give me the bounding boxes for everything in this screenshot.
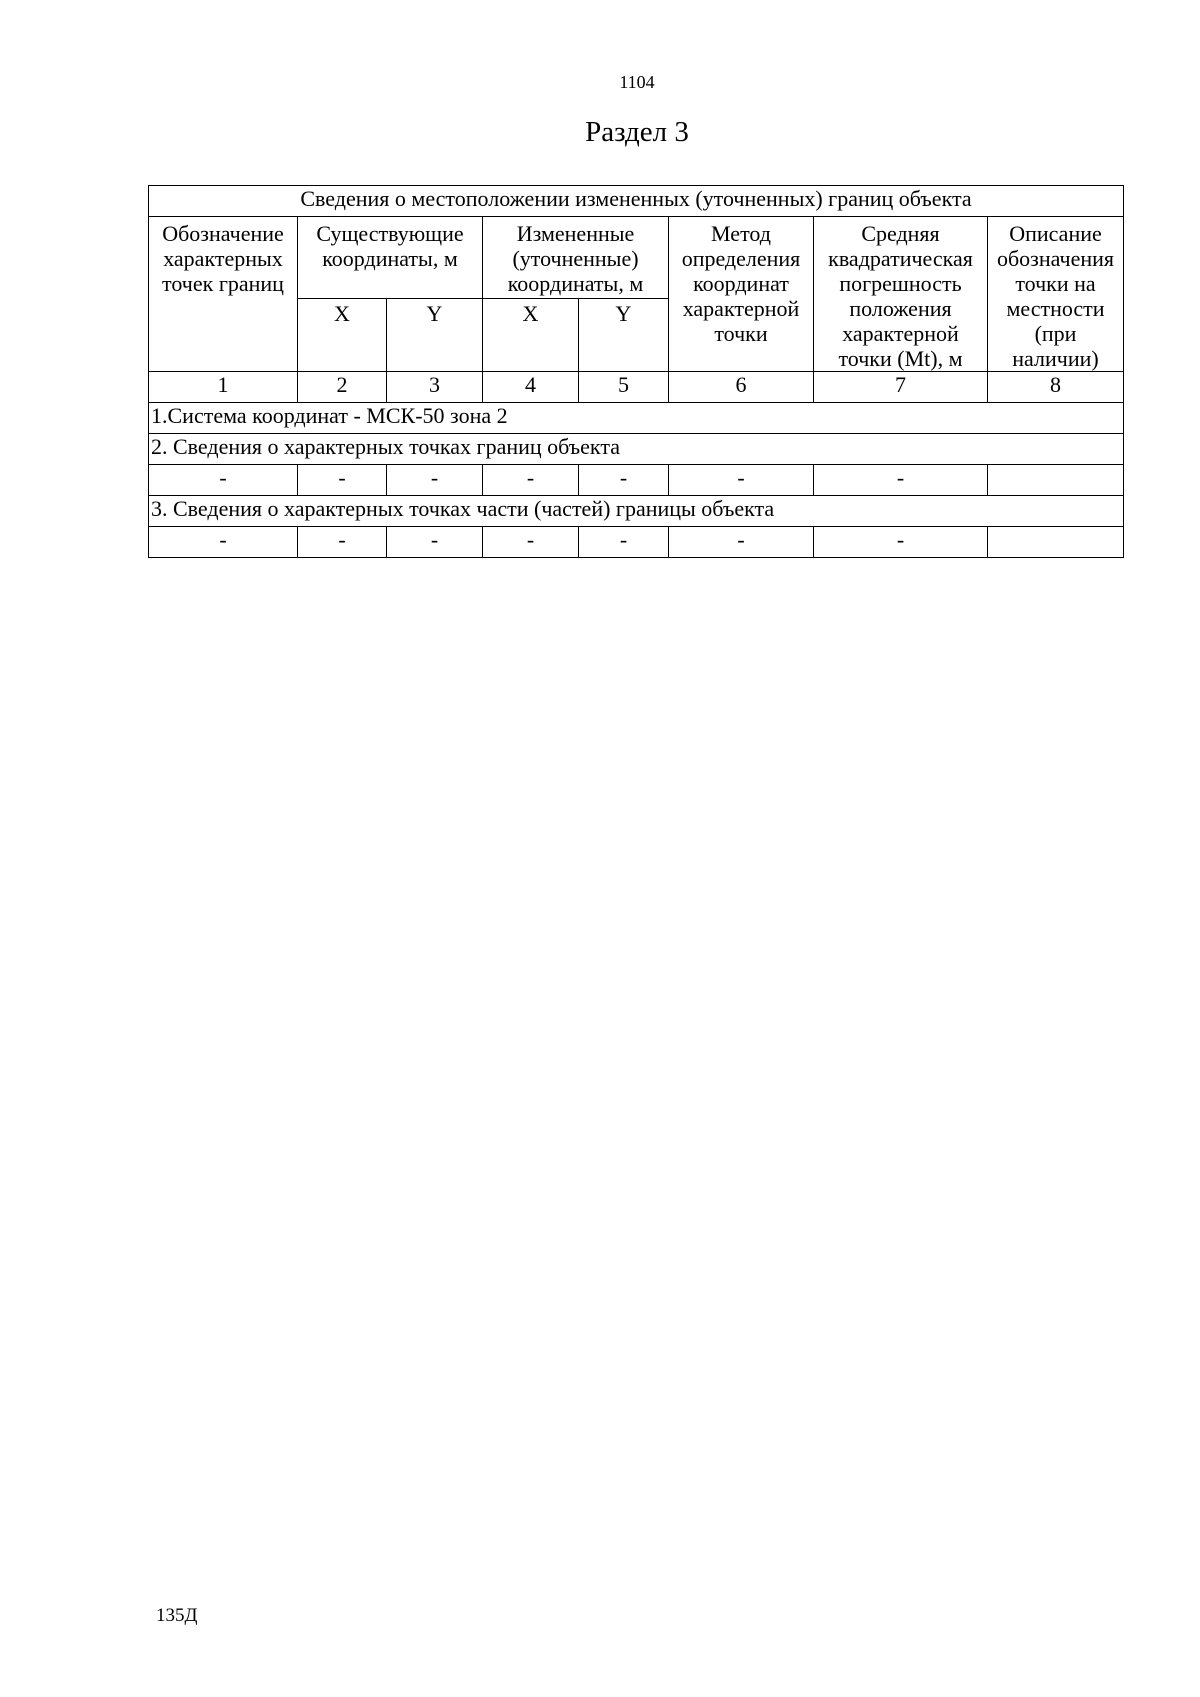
column-number: 7 xyxy=(814,372,988,403)
table-cell: - xyxy=(579,465,669,496)
table-cell: - xyxy=(483,465,579,496)
group-title-part-boundary-points: 3. Сведения о характерных точках части (частей) границы объекта xyxy=(149,496,1124,527)
footer-code: 135Д xyxy=(156,1605,198,1626)
table-cell: - xyxy=(579,527,669,558)
column-number: 2 xyxy=(298,372,387,403)
column-number: 1 xyxy=(149,372,298,403)
column-number: 8 xyxy=(988,372,1124,403)
header-changed-coordinates: Измененные (уточненные) координаты, м xyxy=(483,217,669,299)
header-existing-coordinates: Существующие координаты, м xyxy=(298,217,483,299)
table-cell xyxy=(988,527,1124,558)
header-changed-y: Y xyxy=(579,299,669,372)
page-number: 1104 xyxy=(619,72,655,92)
table-row xyxy=(149,527,1124,558)
header-mean-error: Средняя квадратическая погрешность положения характерной точки (Mt), м xyxy=(814,217,988,372)
header-point-designation: Обозначение характерных точек границ xyxy=(149,217,298,372)
header-method: Метод определения координат характерной точки xyxy=(669,217,814,372)
table-cell: - xyxy=(149,465,298,496)
section-title: Раздел 3 xyxy=(585,116,689,148)
column-number-row xyxy=(149,372,1124,403)
table-cell xyxy=(988,465,1124,496)
table-cell: - xyxy=(483,527,579,558)
column-number: 4 xyxy=(483,372,579,403)
column-number: 5 xyxy=(579,372,669,403)
table-caption: Сведения о местоположении измененных (уточненных) границ объекта xyxy=(149,186,1124,217)
table-cell: - xyxy=(387,527,483,558)
table-cell: - xyxy=(387,465,483,496)
header-description: Описание обозначения точки на местности (при наличии) xyxy=(988,217,1124,372)
header-existing-x: X xyxy=(298,299,387,372)
group-title-boundary-points: 2. Сведения о характерных точках границ объекта xyxy=(149,434,1124,465)
header-changed-x: X xyxy=(483,299,579,372)
header-existing-y: Y xyxy=(387,299,483,372)
column-number: 6 xyxy=(669,372,814,403)
table-cell: - xyxy=(149,527,298,558)
table-cell: - xyxy=(669,465,814,496)
table-cell: - xyxy=(814,527,988,558)
table-cell: - xyxy=(298,465,387,496)
table-row xyxy=(149,465,1124,496)
table-cell: - xyxy=(669,527,814,558)
boundary-table xyxy=(148,185,1124,558)
column-number: 3 xyxy=(387,372,483,403)
group-title-coordinate-system: 1.Система координат - МСК-50 зона 2 xyxy=(149,403,1124,434)
table-cell: - xyxy=(814,465,988,496)
table-cell: - xyxy=(298,527,387,558)
